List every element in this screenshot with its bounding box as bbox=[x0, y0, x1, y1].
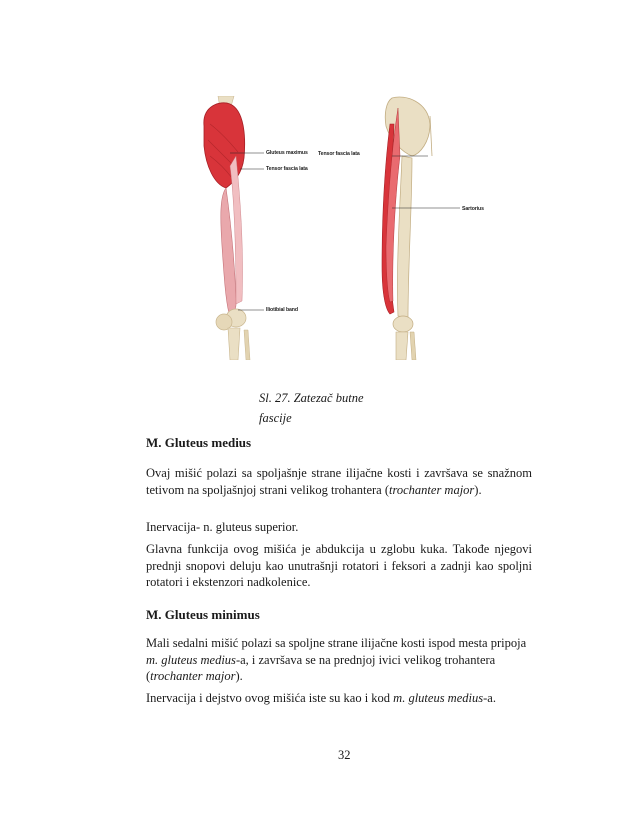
text-minimus-innervation-c: -a. bbox=[483, 691, 496, 705]
figure-posterior-view bbox=[200, 96, 336, 360]
section-title-gluteus-minimus: M. Gluteus minimus bbox=[146, 607, 260, 622]
label-tensor-fascia-lata-right: Tensor fascia lata bbox=[318, 151, 360, 157]
label-tensor-fascia-lata: Tensor fascia lata bbox=[266, 166, 308, 172]
section-title-gluteus-medius: M. Gluteus medius bbox=[146, 435, 252, 450]
label-sartorius: Sartorius bbox=[462, 206, 484, 212]
caption-line-1: Sl. 27. Zatezač butne bbox=[259, 391, 364, 405]
term-gluteus-medius-2: m. gluteus medius bbox=[393, 691, 484, 705]
term-trochanter-major: trochanter major bbox=[389, 482, 475, 497]
paragraph-medius-origin bbox=[146, 465, 532, 498]
paragraph-medius-innervation: Inervacija- n. gluteus superior. bbox=[146, 520, 299, 534]
text-minimus-origin-c: -a, i završava se na prednjoj ivici velikog trohantera ( bbox=[146, 652, 496, 683]
term-gluteus-medius: m. gluteus medius bbox=[146, 652, 236, 667]
term-trochanter-major-2: trochanter major bbox=[150, 669, 236, 683]
text-minimus-origin-a: Mali sedalni mišić polazi sa spoljne strane ilijačne kosti ispod mesta pripoja bbox=[146, 636, 527, 650]
label-gluteus-maximus: Gluteus maximus bbox=[266, 150, 308, 156]
caption-line-2: fascije bbox=[259, 411, 292, 425]
label-iliotibial-band: Iliotibial band bbox=[266, 307, 298, 313]
text-minimus-innervation-a: Inervacija i dejstvo ovog mišića iste su kao i kod bbox=[146, 691, 394, 705]
text-minimus-origin-e: ). bbox=[235, 669, 243, 683]
text-medius-origin-end: ). bbox=[474, 482, 482, 497]
paragraph-medius-function: Glavna funkcija ovog mišića je abdukcija u zglobu kuka. Takođe njegovi prednji snopovi deluju kao unutrašnji rotatori i feksori a zadnji kao spoljni rotatori i ekstenzori nadkolenice. bbox=[146, 542, 532, 589]
paragraph-minimus-innervation bbox=[146, 690, 536, 707]
figure-anterior-view bbox=[372, 96, 462, 360]
paragraph-minimus-origin bbox=[146, 635, 530, 685]
anterior-leg-illustration bbox=[372, 96, 462, 360]
page-number: 32 bbox=[338, 748, 351, 762]
text-medius-origin: Ovaj mišić polazi sa spoljašnje strane ilijačne kosti i završava se snažnom tetivom na spoljašnjoj strani velikog trohantera ( bbox=[146, 466, 532, 497]
posterior-leg-illustration bbox=[200, 96, 336, 360]
figure-caption bbox=[259, 388, 364, 428]
